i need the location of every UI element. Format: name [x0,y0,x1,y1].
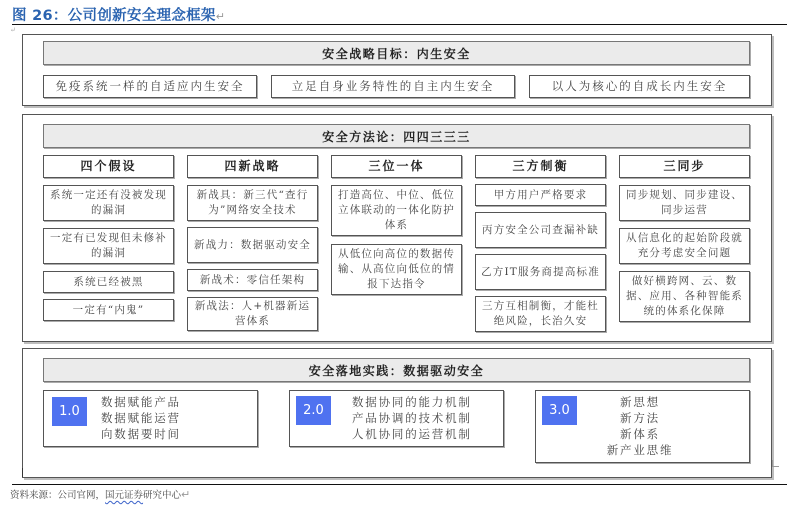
practice-card-2-lines [352,394,472,442]
item-text: 三方互相制衡，才能杜绝风险，长治久安 [482,300,599,327]
version-badge-2 [296,396,331,425]
goal-item [43,75,257,98]
version-label: 3.0 [549,403,570,418]
item-text: 一定有已发现但未修补的漏洞 [50,232,167,259]
column-header-four-new-strategies [187,155,318,178]
text-cursor [22,468,23,477]
item-text: 做好横跨网、云、数据、应用、各种智能系统的体系化保障 [626,275,743,317]
card-line: 数据赋能运营 [101,411,181,425]
sync-item [619,271,750,322]
item-text: 新战法：人+机器新运营体系 [194,300,311,327]
source-prefix: 资料来源：公司官网， [10,490,106,501]
item-text: 丙方安全公司查漏补缺 [482,223,599,236]
card-line: 新体系 [620,427,660,441]
item-text: 系统已经被黑 [73,275,144,288]
practice-header [43,358,750,382]
goal-item-text: 免疫系统一样的自适应内生安全 [55,79,245,93]
paragraph-mark-icon: ↵ [10,26,16,34]
goal-item [271,75,515,98]
card-line: 数据赋能产品 [101,395,181,409]
practice-header-text: 安全落地实践：数据驱动安全 [308,363,485,378]
item-text: 系统一定还有没被发现的漏洞 [50,189,167,216]
sync-item [619,185,750,221]
paragraph-mark-icon [772,460,779,467]
column-header-text: 三位一体 [368,159,425,173]
method-header-text: 安全方法论：四四三三三 [322,129,471,144]
trinity-item [331,244,462,295]
item-text: 新战力：数据驱动安全 [194,238,311,251]
column-header-text: 四新战略 [224,159,281,173]
strategy-item [187,185,318,221]
item-text: 甲方用户严格要求 [493,188,588,201]
sync-item [619,228,750,264]
strategy-item [187,269,318,291]
assumption-item [43,228,174,264]
balance-item [475,212,606,248]
column-header-trinity [331,155,462,178]
goal-item [529,75,750,98]
column-header-three-sync [619,155,750,178]
item-text: 新战具：新三代“查行为”网络安全技术 [196,189,309,216]
balance-item [475,296,606,332]
column-header-text: 三方制衡 [512,159,569,173]
column-header-text: 三同步 [663,159,706,173]
assumption-item [43,299,174,321]
goal-item-text: 以人为核心的自成长内生安全 [551,79,728,93]
method-header [43,124,750,148]
item-text: 从低位向高位的数据传输、从高位向低位的情报下达指令 [338,248,455,290]
goal-header [43,41,750,65]
source-rule [12,484,787,485]
goal-item-text: 立足自身业务特性的自主内生安全 [291,79,495,93]
practice-card-1-lines [101,394,181,442]
version-label: 1.0 [59,404,80,419]
trinity-item [331,185,462,236]
item-text: 打造高位、中位、低位立体联动的一体化防护体系 [338,189,455,231]
version-badge-3 [542,396,577,425]
column-header-four-assumptions [43,155,174,178]
strategy-item [187,227,318,263]
balance-item [475,184,606,206]
figure-title-text: 图 26：公司创新安全理念框架 [12,8,216,24]
strategy-item [187,297,318,331]
version-badge-1 [52,397,87,426]
paragraph-mark-icon: ↵ [215,10,226,23]
card-line: 数据协同的能力机制 [352,395,472,409]
version-label: 2.0 [303,403,324,418]
card-line: 人机协同的运营机制 [352,427,472,441]
card-line: 产品协调的技术机制 [352,411,472,425]
assumption-item [43,185,174,221]
card-line: 新思想 [620,395,660,409]
column-header-three-party-balance [475,155,606,178]
item-text: 乙方IT服务商提高标准 [481,265,600,278]
card-line: 向数据要时间 [101,427,181,441]
source-note [10,487,190,501]
card-line: 新方法 [620,411,660,425]
paragraph-mark-icon: ↵ [181,488,191,501]
item-text: 从信息化的起始阶段就充分考虑安全问题 [626,232,743,259]
card-line: 新产业思维 [606,443,674,457]
title-rule [12,24,787,25]
goal-header-text: 安全战略目标：内生安全 [322,46,471,61]
item-text: 同步规划、同步建设、同步运营 [626,189,743,216]
column-header-text: 四个假设 [80,159,137,173]
item-text: 新战术：零信任架构 [199,273,306,286]
source-underlined: 国元证券 [105,490,144,501]
practice-card-3-lines [590,394,690,458]
balance-item [475,254,606,290]
figure-title [12,4,225,25]
assumption-item [43,271,174,293]
item-text: 一定有“内鬼” [72,303,145,316]
source-suffix: 研究中心 [143,490,182,501]
